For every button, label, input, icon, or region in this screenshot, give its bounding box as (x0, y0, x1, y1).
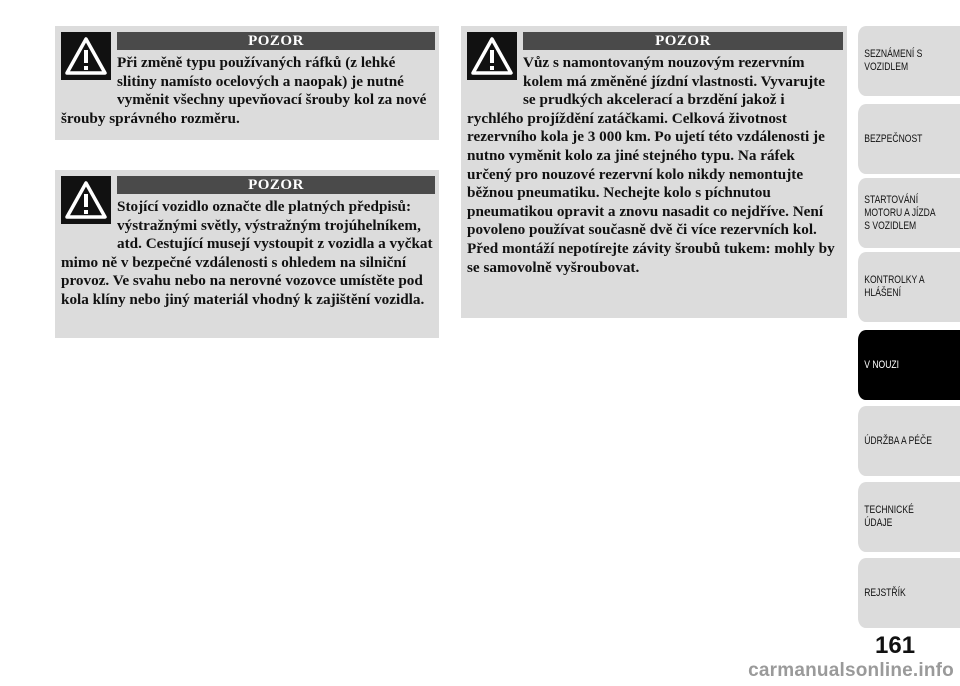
warning-text: Vůz s namontovaným nouzovým rezervním kolem má změněné jízdní vlastnosti. Vyvarujte se prudkých akcelerací a brzdění jakož i rychlého projíždění zatáčkami. Celková životnost rezervního kola je 3 000 km. Po ujetí této vzdálenosti je nutno vyměnit kolo za jiné stejného typu. Na ráfek určený pro nouzové rezervní kolo nikdy nemontujte běžnou pneumatiku. Nechejte kolo s píchnutou pneumatikou opravit a znovu nasadit co nejdříve. Není povoleno používat současně dvě či více rezervních kol. Před montáží nepotírejte závity šroubů tukem: mohly by se samovolně vyšroubovat. (467, 54, 835, 276)
tab-label: KONTROLKY A HLÁŠENÍ (864, 274, 925, 299)
watermark: carmanualsonline.info (748, 660, 954, 681)
tab-technicke-udaje[interactable] (858, 482, 960, 552)
tab-kontrolky[interactable] (858, 252, 960, 322)
warning-box-3 (461, 26, 847, 318)
tab-label: V NOUZI (864, 358, 900, 371)
tab-seznameni-s-vozidlem[interactable] (858, 26, 960, 96)
tab-label: REJSTŘÍK (864, 586, 906, 599)
tab-label: TECHNICKÉ ÚDAJE (864, 504, 914, 529)
tab-label: SEZNÁMENÍ S VOZIDLEM (864, 48, 923, 73)
tab-rejstrik[interactable] (858, 558, 960, 628)
warning-title: POZOR (117, 32, 435, 50)
tab-label: STARTOVÁNÍ MOTORU A JÍZDA S VOZIDLEM (864, 193, 936, 232)
tab-label: ÚDRŽBA A PÉČE (864, 434, 932, 447)
warning-text: Stojící vozidlo označte dle platných předpisů: výstražnými světly, výstražným trojúhelníkem, atd. Cestující musejí vystoupit z vozidla a vyčkat mimo ně v bezpečné vzdálenosti s ohledem na silniční provoz. Ve svahu nebo na nerovné vozovce umístěte pod kola klíny nebo jiný materiál vhodný k zajištění vozidla. (61, 198, 433, 308)
tab-udrzba-a-pece[interactable] (858, 406, 960, 476)
page-number: 161 (875, 632, 916, 659)
warning-text: Při změně typu používaných ráfků (z lehké slitiny namísto ocelových a naopak) je nutné vyměnit všechny upevňovací šrouby kol za nové šrouby správného rozměru. (61, 54, 427, 127)
tab-bezpecnost[interactable] (858, 104, 960, 174)
warning-box-1 (55, 26, 439, 140)
tab-v-nouzi[interactable] (858, 330, 960, 400)
warning-title: POZOR (117, 176, 435, 194)
warning-title: POZOR (523, 32, 843, 50)
warning-box-2 (55, 170, 439, 338)
tab-startovani[interactable] (858, 178, 960, 248)
tab-label: BEZPEČNOST (864, 132, 923, 145)
